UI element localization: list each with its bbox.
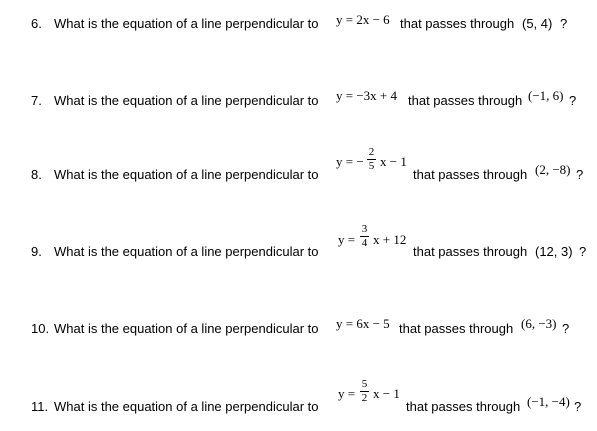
question-mark: ?: [576, 167, 584, 182]
equation-lhs: y =: [338, 386, 356, 401]
point-coordinates: (6, −3): [521, 316, 557, 331]
question-number: 9.: [31, 244, 42, 259]
fraction-denominator: 5: [368, 160, 375, 172]
through-text: that passes through: [399, 321, 514, 336]
question-number: 7.: [31, 93, 42, 108]
question-6: [0, 8, 597, 48]
line-equation: y = −3x + 4: [336, 88, 397, 103]
question-number: 6.: [31, 16, 42, 31]
equation-lhs: y =: [338, 232, 356, 247]
question-10: [0, 312, 597, 352]
question-11: [0, 378, 597, 418]
question-9: [0, 223, 597, 263]
question-mark: ?: [574, 399, 582, 414]
through-text: that passes through: [413, 167, 528, 182]
question-number: 11.: [31, 399, 49, 414]
question-prompt: What is the equation of a line perpendicular to: [54, 244, 319, 259]
question-prompt: What is the equation of a line perpendicular to: [54, 399, 319, 414]
question-7: [0, 84, 597, 124]
point-coordinates: (−1, 6): [528, 88, 564, 103]
question-prompt: What is the equation of a line perpendicular to: [54, 167, 319, 182]
fraction-denominator: 4: [361, 237, 368, 249]
equation-lhs: y = −: [336, 154, 364, 169]
fraction-numerator: 3: [361, 223, 368, 235]
equation-rhs: x − 1: [373, 386, 400, 401]
question-prompt: What is the equation of a line perpendicular to: [54, 321, 319, 336]
question-number: 8.: [31, 167, 42, 182]
point-coordinates: (12, 3): [535, 244, 573, 259]
through-text: that passes through: [400, 16, 515, 31]
question-mark: ?: [579, 244, 587, 259]
through-text: that passes through: [413, 244, 528, 259]
question-number: 10.: [31, 321, 50, 336]
fraction-denominator: 2: [361, 392, 368, 404]
fraction-numerator: 5: [361, 378, 368, 390]
question-mark: ?: [569, 93, 577, 108]
question-prompt: What is the equation of a line perpendicular to: [54, 16, 319, 31]
question-mark: ?: [562, 321, 570, 336]
fraction-numerator: 2: [368, 146, 375, 158]
point-coordinates: (5, 4): [522, 16, 553, 31]
equation-rhs: x + 12: [373, 232, 407, 247]
equation-rhs: x − 1: [380, 154, 407, 169]
through-text: that passes through: [408, 93, 523, 108]
line-equation: y = 2x − 6: [336, 12, 390, 27]
point-coordinates: (−1, −4): [527, 394, 570, 409]
point-coordinates: (2, −8): [535, 162, 571, 177]
question-8: [0, 146, 597, 186]
line-equation: y = 6x − 5: [336, 316, 390, 331]
question-mark: ?: [560, 16, 568, 31]
question-prompt: What is the equation of a line perpendicular to: [54, 93, 319, 108]
through-text: that passes through: [406, 399, 521, 414]
